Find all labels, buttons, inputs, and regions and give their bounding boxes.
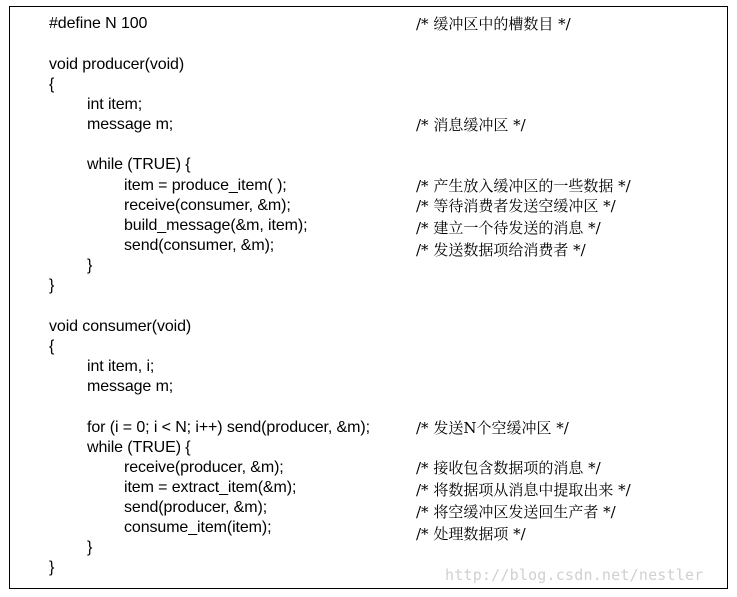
- code-line-producer-close-brace: }: [49, 277, 55, 294]
- comment-send-n-empty: /* 发送N个空缓冲区 */: [416, 419, 569, 437]
- code-line-for-loop: for (i = 0; i < N; i++) send(producer, &m);: [87, 419, 370, 436]
- code-line-consume-item: consume_item(item);: [124, 519, 272, 536]
- comment-send-to-consumer: /* 发送数据项给消费者 */: [416, 241, 586, 259]
- code-line-producer-while: while (TRUE) {: [87, 156, 191, 173]
- code-line-producer-open-brace: {: [49, 76, 55, 93]
- code-line-producer-message: message m;: [87, 116, 174, 133]
- code-line-consumer-while: while (TRUE) {: [87, 439, 191, 456]
- comment-send-back: /* 将空缓冲区发送回生产者 */: [416, 503, 616, 521]
- code-line-receive-consumer: receive(consumer, &m);: [124, 197, 291, 214]
- code-line-producer-signature: void producer(void): [49, 56, 185, 73]
- code-line-producer-int-item: int item;: [87, 96, 143, 113]
- comment-build-message: /* 建立一个待发送的消息 */: [416, 219, 601, 237]
- code-line-receive-producer: receive(producer, &m);: [124, 459, 284, 476]
- comment-message-buffer: /* 消息缓冲区 */: [416, 116, 526, 134]
- comment-process-item: /* 处理数据项 */: [416, 525, 526, 543]
- comment-buffer-slots: /* 缓冲区中的槽数目 */: [416, 15, 571, 33]
- code-frame: [9, 6, 728, 589]
- code-line-send-consumer: send(consumer, &m);: [124, 237, 275, 254]
- comment-receive-message: /* 接收包含数据项的消息 */: [416, 459, 601, 477]
- code-line-build-message: build_message(&m, item);: [124, 217, 308, 234]
- code-line-consumer-signature: void consumer(void): [49, 318, 192, 335]
- comment-produce-data: /* 产生放入缓冲区的一些数据 */: [416, 177, 631, 195]
- comment-extract-item: /* 将数据项从消息中提取出来 */: [416, 481, 631, 499]
- code-line-extract-item: item = extract_item(&m);: [124, 479, 297, 496]
- watermark-url: http://blog.csdn.net/nestler: [445, 566, 704, 584]
- comment-wait-empty: /* 等待消费者发送空缓冲区 */: [416, 197, 616, 215]
- code-line-produce-item: item = produce_item( );: [124, 177, 287, 194]
- code-line-consumer-message: message m;: [87, 378, 174, 395]
- code-line-define: #define N 100: [49, 15, 148, 32]
- code-line-producer-while-close: }: [87, 257, 93, 274]
- code-line-send-producer: send(producer, &m);: [124, 499, 268, 516]
- code-line-consumer-int-item: int item, i;: [87, 358, 155, 375]
- code-line-consumer-close-brace: }: [49, 559, 55, 576]
- code-line-consumer-open-brace: {: [49, 338, 55, 355]
- code-line-consumer-while-close: }: [87, 539, 93, 556]
